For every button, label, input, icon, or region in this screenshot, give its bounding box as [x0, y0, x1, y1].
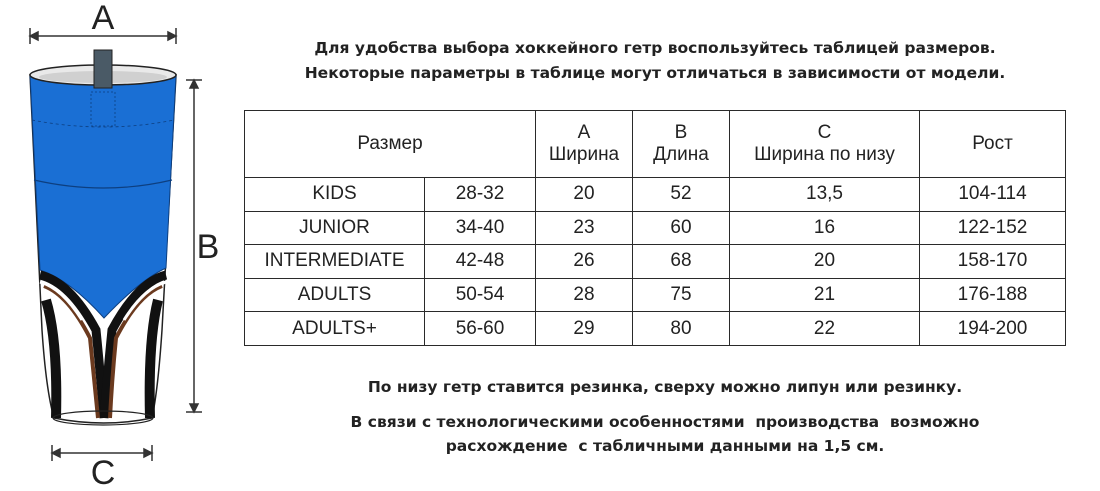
- sock-shape: [30, 65, 176, 425]
- width-a: 23: [536, 211, 633, 245]
- length-b: 75: [633, 278, 730, 312]
- table-row: [245, 278, 1066, 312]
- table-row: [245, 211, 1066, 245]
- size-range: 50-54: [425, 278, 536, 312]
- footnote-elastic: По низу гетр ставится резинка, сверху можно липун или резинку.: [367, 378, 963, 396]
- label-a: A: [91, 0, 115, 37]
- header-size: Размер: [245, 111, 536, 178]
- footnote-tolerance-line-2: расхождение с табличными данными на 1,5 см.: [445, 437, 885, 455]
- size-table: [244, 110, 1066, 346]
- size-range: 42-48: [425, 245, 536, 279]
- label-b: B: [196, 228, 220, 266]
- bottom-width-c: 21: [730, 278, 920, 312]
- header-height: Рост: [920, 111, 1066, 178]
- header-a: [536, 111, 633, 178]
- size-range: 56-60: [425, 312, 536, 346]
- size-name: KIDS: [245, 178, 425, 212]
- height-range: 158-170: [920, 245, 1066, 279]
- size-range: 28-32: [425, 178, 536, 212]
- table-row: [245, 178, 1066, 212]
- length-b: 52: [633, 178, 730, 212]
- bottom-width-c: 16: [730, 211, 920, 245]
- header-b: [633, 111, 730, 178]
- hockey-sock-illustration: [0, 0, 230, 491]
- table-row: [245, 245, 1066, 279]
- bottom-width-c: 13,5: [730, 178, 920, 212]
- height-range: 194-200: [920, 312, 1066, 346]
- header-c-letter: C: [817, 122, 832, 143]
- width-a: 29: [536, 312, 633, 346]
- heading: [250, 36, 1060, 86]
- length-b: 80: [633, 312, 730, 346]
- header-c-label: Ширина по низу: [754, 144, 895, 165]
- footnote-tolerance: [250, 410, 1080, 458]
- header-a-letter: A: [577, 122, 591, 143]
- header-b-label: Длина: [653, 144, 709, 165]
- header-b-letter: B: [674, 122, 688, 143]
- size-name: INTERMEDIATE: [245, 245, 425, 279]
- footnote-tolerance-line-1: В связи с технологическими особенностями производства возможно: [350, 413, 980, 431]
- label-c: C: [90, 454, 116, 491]
- size-range: 34-40: [425, 211, 536, 245]
- size-name: ADULTS: [245, 278, 425, 312]
- width-a: 20: [536, 178, 633, 212]
- bottom-width-c: 20: [730, 245, 920, 279]
- sock-tab: [94, 50, 112, 88]
- header-a-label: Ширина: [548, 144, 620, 165]
- heading-line-1: Для удобства выбора хоккейного гетр воспользуйтесь таблицей размеров.: [314, 39, 996, 57]
- size-table-header: [245, 111, 1066, 178]
- table-row: [245, 312, 1066, 346]
- heading-line-2: Некоторые параметры в таблице могут отличаться в зависимости от модели.: [304, 64, 1006, 82]
- length-b: 60: [633, 211, 730, 245]
- height-range: 176-188: [920, 278, 1066, 312]
- size-name: JUNIOR: [245, 211, 425, 245]
- size-name: ADULTS+: [245, 312, 425, 346]
- length-b: 68: [633, 245, 730, 279]
- width-a: 28: [536, 278, 633, 312]
- bottom-width-c: 22: [730, 312, 920, 346]
- height-range: 122-152: [920, 211, 1066, 245]
- width-a: 26: [536, 245, 633, 279]
- height-range: 104-114: [920, 178, 1066, 212]
- header-c: [730, 111, 920, 178]
